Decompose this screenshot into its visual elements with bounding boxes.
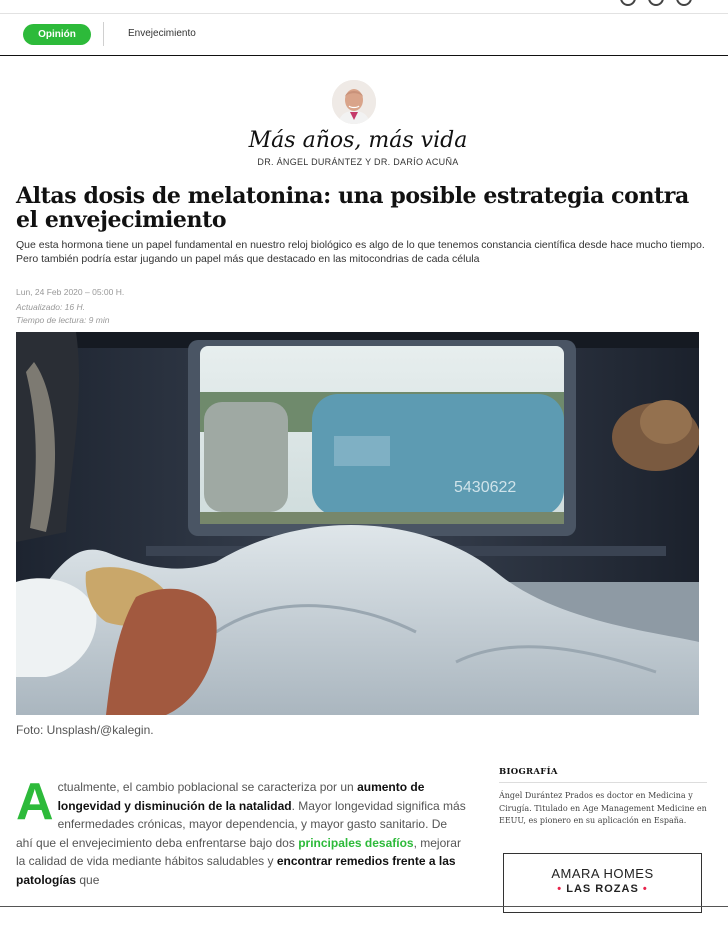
ad-brand: AMARA HOMES: [551, 866, 654, 881]
top-bar: [0, 0, 728, 14]
tank-number: 5430622: [454, 479, 517, 496]
social-icon[interactable]: [648, 0, 664, 6]
advertisement[interactable]: [503, 853, 702, 913]
photo-caption: Foto: Unsplash/@kalegin.: [16, 723, 154, 737]
social-icon[interactable]: [620, 0, 636, 6]
article-subtitle: Que esta hormona tiene un papel fundamental en nuestro reloj biológico es algo de lo que tenemos constancia científica desde hace mucho tiempo. Pero también podría estar jugando un papel más que destacado en las mitocondrias de cada célula: [16, 239, 705, 265]
author-avatar[interactable]: [332, 80, 376, 124]
biography-text: Ángel Durántez Prados es doctor en Medicina y Cirugía. Titulado en Age Management Medicine en EEUU, es pionero en su aplicación en España.: [499, 791, 707, 825]
section-bar: [0, 14, 728, 56]
reading-time: Tiempo de lectura: 9 min: [16, 315, 110, 325]
article-lead-paragraph: Actualmente, el cambio poblacional se caracteriza por un aumento de longevidad y disminución de la natalidad. Mayor longevidad significa más enfermedades crónicas, mayor dependencia, y mayor gasto sanitario. De ahí que el envejecimiento deba enfrentarse bajo dos principales desafíos, mejorar la calidad de vida mediante hábitos saludables y encontrar remedios frente a las patologías que: [16, 773, 466, 887]
divider: [499, 782, 707, 783]
social-icon[interactable]: [676, 0, 692, 6]
article-headline: Altas dosis de melatonina: una posible estrategia contra el envejecimiento: [16, 183, 689, 233]
link-principales-desafios[interactable]: principales desafíos: [298, 835, 414, 850]
ad-location: • LAS ROZAS •: [557, 883, 648, 895]
biography-title: BIOGRAFÍA: [499, 767, 558, 777]
divider: [103, 22, 104, 46]
divider: [0, 906, 728, 907]
publish-date: Lun, 24 Feb 2020 – 05:00 H.: [16, 287, 125, 297]
opinion-button[interactable]: Opinión: [23, 24, 91, 45]
blog-authors[interactable]: DR. ÁNGEL DURÁNTEZ Y DR. DARÍO ACUÑA: [257, 157, 459, 167]
updated-time: Actualizado: 16 H.: [16, 302, 85, 312]
blog-title[interactable]: Más años, más vida: [248, 128, 468, 153]
article-photo[interactable]: [16, 332, 699, 715]
drop-cap: A: [16, 773, 54, 831]
topic-tag-link[interactable]: Envejecimiento: [128, 28, 196, 39]
